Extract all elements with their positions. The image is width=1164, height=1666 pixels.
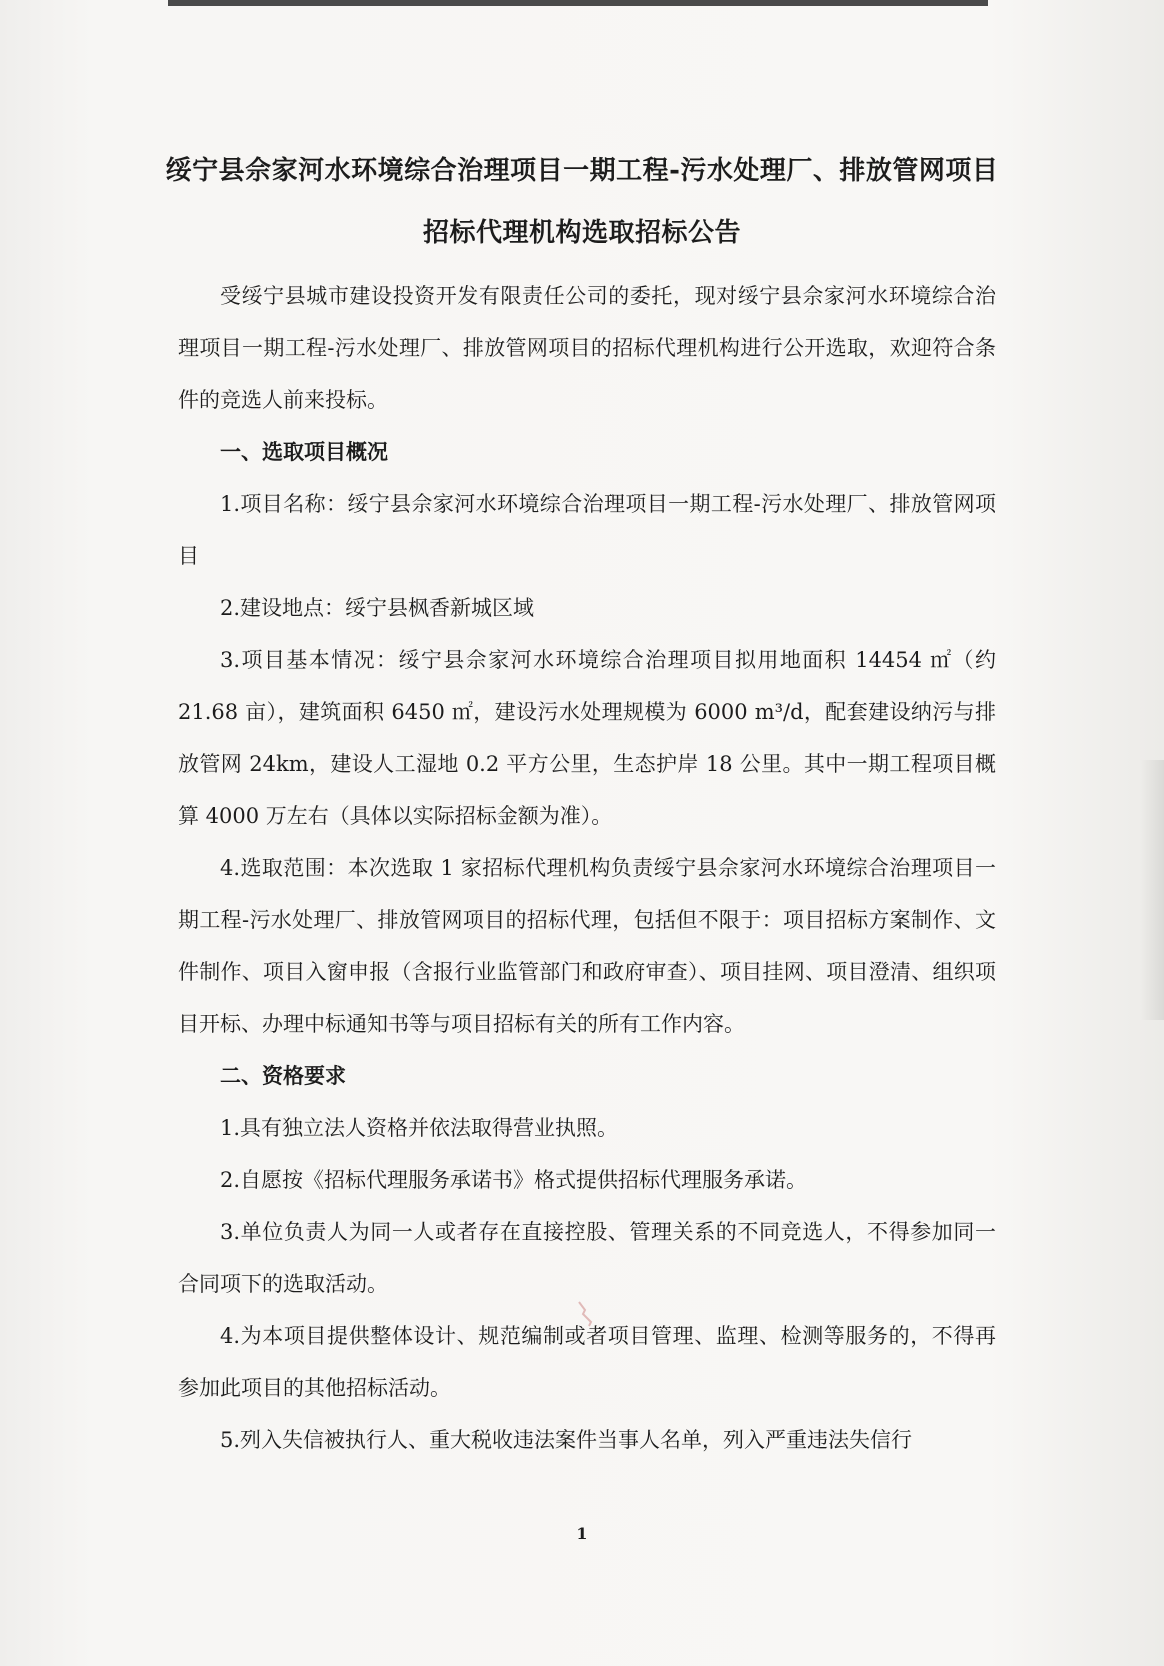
scan-edge-shadow [1140, 760, 1164, 1020]
overview-item-basic-info: 3.项目基本情况：绥宁县佘家河水环境综合治理项目拟用地面积 14454 ㎡（约 21.68 亩），建筑面积 6450 ㎡，建设污水处理规模为 6000 m³/d，配套建设纳污与排放管网 24km，建设人工湿地 0.2 平方公里，生态护岸 18 公里。其中一期工程项目概算 4000 万左右（具体以实际招标金额为准）。 [178, 648, 996, 828]
qualification-item-5: 5.列入失信被执行人、重大税收违法案件当事人名单，列入严重违法失信行 [220, 1428, 913, 1452]
document-title-line-2: 招标代理机构选取招标公告 [422, 218, 741, 248]
section-heading-overview: 一、选取项目概况 [220, 440, 388, 464]
overview-item-scope: 4.选取范围：本次选取 1 家招标代理机构负责绥宁县佘家河水环境综合治理项目一期工程-污水处理厂、排放管网项目的招标代理，包括但不限于：项目招标方案制作、文件制作、项目入窗申报（含报行业监管部门和政府审查）、项目挂网、项目澄清、组织项目开标、办理中标通知书等与项目招标有关的所有工作内容。 [178, 856, 996, 1036]
document-body [178, 270, 996, 1466]
intro-paragraph: 受绥宁县城市建设投资开发有限责任公司的委托，现对绥宁县佘家河水环境综合治理项目一期工程-污水处理厂、排放管网项目的招标代理机构进行公开选取，欢迎符合条件的竞选人前来投标。 [178, 284, 996, 412]
overview-item-location: 2.建设地点：绥宁县枫香新城区域 [220, 596, 535, 620]
overview-item-name: 1.项目名称：绥宁县佘家河水环境综合治理项目一期工程-污水处理厂、排放管网项目 [178, 492, 996, 568]
page-number: 1 [576, 1524, 588, 1543]
section-heading-qualifications: 二、资格要求 [220, 1064, 346, 1088]
qualification-item-3: 3.单位负责人为同一人或者存在直接控股、管理关系的不同竞选人，不得参加同一合同项下的选取活动。 [178, 1220, 996, 1296]
qualification-item-2: 2.自愿按《招标代理服务承诺书》格式提供招标代理服务承诺。 [220, 1168, 808, 1192]
scan-top-edge [168, 0, 988, 6]
ink-mark-icon [575, 1300, 597, 1330]
qualification-item-1: 1.具有独立法人资格并依法取得营业执照。 [220, 1116, 619, 1140]
qualification-item-4: 4.为本项目提供整体设计、规范编制或者项目管理、监理、检测等服务的，不得再参加此项目的其他招标活动。 [178, 1324, 996, 1400]
document-title-line-1: 绥宁县佘家河水环境综合治理项目一期工程-污水处理厂、排放管网项目 [165, 156, 999, 186]
